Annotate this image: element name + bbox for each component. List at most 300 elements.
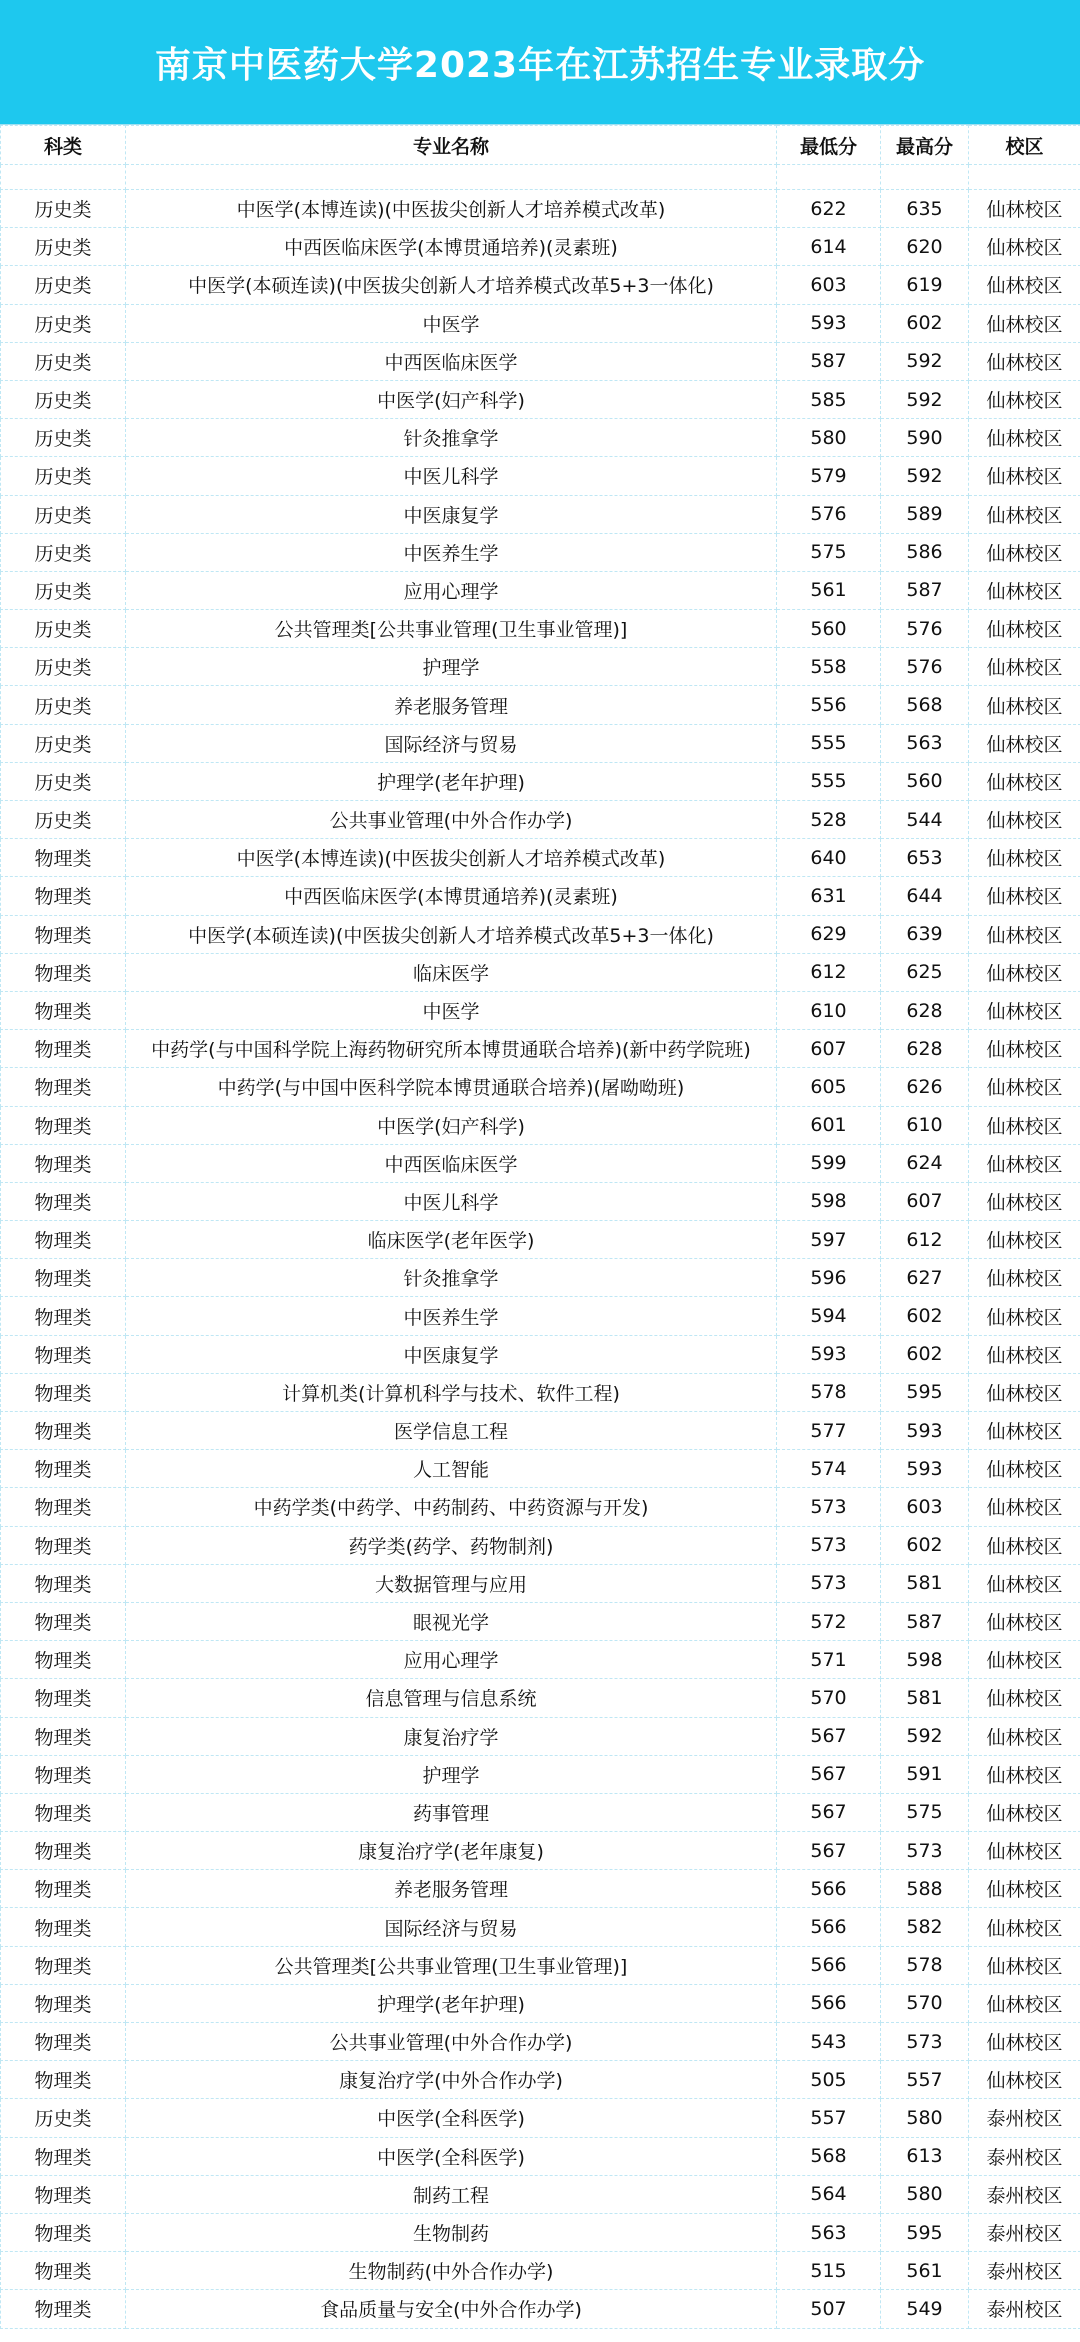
- table-row: [1, 1335, 1080, 1373]
- cell-max-score: 591: [881, 1755, 969, 1793]
- cell-major: 应用心理学: [126, 1641, 777, 1679]
- cell-max-score: 560: [881, 762, 969, 800]
- cell-major: 公共管理类[公共事业管理(卫生事业管理)]: [126, 610, 777, 648]
- table-row: [1, 380, 1080, 418]
- cell-max-score: 626: [881, 1068, 969, 1106]
- cell-campus: 仙林校区: [969, 380, 1080, 418]
- cell-min-score: 571: [777, 1641, 881, 1679]
- cell-campus: 仙林校区: [969, 1030, 1080, 1068]
- cell-major: 临床医学(老年医学): [126, 1221, 777, 1259]
- cell-min-score: 574: [777, 1450, 881, 1488]
- cell-category: 物理类: [1, 991, 126, 1029]
- cell-max-score: 627: [881, 1259, 969, 1297]
- cell-major: 眼视光学: [126, 1602, 777, 1640]
- cell-major: 药学类(药学、药物制剂): [126, 1526, 777, 1564]
- cell-campus: 仙林校区: [969, 877, 1080, 915]
- cell-category: 历史类: [1, 342, 126, 380]
- cell-max-score: 612: [881, 1221, 969, 1259]
- cell-max-score: 592: [881, 380, 969, 418]
- cell-category: 历史类: [1, 457, 126, 495]
- cell-category: 物理类: [1, 1412, 126, 1450]
- cell-min-score: 579: [777, 457, 881, 495]
- cell-campus: 仙林校区: [969, 571, 1080, 609]
- cell-major: 养老服务管理: [126, 1870, 777, 1908]
- spacer-cell: [126, 165, 777, 190]
- table-row: [1, 2099, 1080, 2137]
- table-row: [1, 2137, 1080, 2175]
- cell-category: 物理类: [1, 1373, 126, 1411]
- cell-category: 物理类: [1, 1526, 126, 1564]
- cell-major: 中医学: [126, 304, 777, 342]
- cell-max-score: 593: [881, 1412, 969, 1450]
- cell-category: 物理类: [1, 1755, 126, 1793]
- table-row: [1, 1450, 1080, 1488]
- cell-campus: 仙林校区: [969, 304, 1080, 342]
- cell-category: 历史类: [1, 533, 126, 571]
- cell-max-score: 582: [881, 1908, 969, 1946]
- table-row: [1, 1870, 1080, 1908]
- cell-min-score: 580: [777, 419, 881, 457]
- cell-max-score: 628: [881, 1030, 969, 1068]
- cell-max-score: 587: [881, 571, 969, 609]
- cell-category: 历史类: [1, 419, 126, 457]
- cell-min-score: 555: [777, 762, 881, 800]
- table-row: [1, 1717, 1080, 1755]
- cell-campus: 仙林校区: [969, 724, 1080, 762]
- cell-major: 人工智能: [126, 1450, 777, 1488]
- header-max-score: 最高分: [881, 126, 969, 165]
- cell-category: 物理类: [1, 1641, 126, 1679]
- cell-major: 中西医临床医学: [126, 342, 777, 380]
- cell-max-score: 575: [881, 1793, 969, 1831]
- cell-campus: 仙林校区: [969, 1526, 1080, 1564]
- table-row: [1, 571, 1080, 609]
- table-row: [1, 839, 1080, 877]
- cell-max-score: 593: [881, 1450, 969, 1488]
- cell-campus: 仙林校区: [969, 953, 1080, 991]
- cell-min-score: 629: [777, 915, 881, 953]
- cell-campus: 仙林校区: [969, 991, 1080, 1029]
- cell-min-score: 612: [777, 953, 881, 991]
- cell-min-score: 563: [777, 2213, 881, 2251]
- cell-category: 历史类: [1, 610, 126, 648]
- cell-min-score: 597: [777, 1221, 881, 1259]
- cell-max-score: 589: [881, 495, 969, 533]
- cell-campus: 仙林校区: [969, 1259, 1080, 1297]
- cell-major: 制药工程: [126, 2175, 777, 2213]
- cell-category: 历史类: [1, 2099, 126, 2137]
- cell-major: 中医学(妇产科学): [126, 1106, 777, 1144]
- cell-campus: 泰州校区: [969, 2213, 1080, 2251]
- cell-min-score: 640: [777, 839, 881, 877]
- cell-min-score: 543: [777, 2023, 881, 2061]
- cell-major: 中医儿科学: [126, 1182, 777, 1220]
- cell-campus: 仙林校区: [969, 1373, 1080, 1411]
- cell-min-score: 605: [777, 1068, 881, 1106]
- cell-min-score: 601: [777, 1106, 881, 1144]
- cell-category: 物理类: [1, 953, 126, 991]
- spacer-row: [1, 165, 1080, 190]
- cell-min-score: 568: [777, 2137, 881, 2175]
- page-title: 南京中医药大学2023年在江苏招生专业录取分: [154, 44, 926, 86]
- cell-max-score: 635: [881, 190, 969, 228]
- cell-max-score: 573: [881, 2023, 969, 2061]
- cell-min-score: 566: [777, 1870, 881, 1908]
- cell-max-score: 592: [881, 457, 969, 495]
- cell-major: 国际经济与贸易: [126, 1908, 777, 1946]
- spacer-cell: [777, 165, 881, 190]
- table-row: [1, 1602, 1080, 1640]
- cell-major: 针灸推拿学: [126, 1259, 777, 1297]
- cell-min-score: 567: [777, 1755, 881, 1793]
- table-row: [1, 724, 1080, 762]
- cell-min-score: 587: [777, 342, 881, 380]
- table-row: [1, 1946, 1080, 1984]
- cell-major: 食品质量与安全(中外合作办学): [126, 2290, 777, 2328]
- cell-min-score: 566: [777, 1984, 881, 2022]
- cell-category: 物理类: [1, 1182, 126, 1220]
- cell-major: 中药学(与中国中医科学院本博贯通联合培养)(屠呦呦班): [126, 1068, 777, 1106]
- cell-min-score: 593: [777, 1335, 881, 1373]
- cell-major: 护理学: [126, 648, 777, 686]
- table-row: [1, 953, 1080, 991]
- cell-category: 历史类: [1, 686, 126, 724]
- cell-campus: 仙林校区: [969, 1717, 1080, 1755]
- table-row: [1, 1793, 1080, 1831]
- cell-category: 物理类: [1, 915, 126, 953]
- cell-major: 应用心理学: [126, 571, 777, 609]
- cell-category: 物理类: [1, 2252, 126, 2290]
- cell-category: 物理类: [1, 1679, 126, 1717]
- cell-major: 中医学(妇产科学): [126, 380, 777, 418]
- cell-campus: 仙林校区: [969, 1870, 1080, 1908]
- table-row: [1, 1221, 1080, 1259]
- cell-campus: 仙林校区: [969, 1488, 1080, 1526]
- cell-min-score: 560: [777, 610, 881, 648]
- cell-max-score: 624: [881, 1144, 969, 1182]
- cell-category: 物理类: [1, 1717, 126, 1755]
- cell-min-score: 594: [777, 1297, 881, 1335]
- header-campus: 校区: [969, 126, 1080, 165]
- cell-max-score: 544: [881, 801, 969, 839]
- cell-category: 物理类: [1, 2213, 126, 2251]
- cell-campus: 仙林校区: [969, 1297, 1080, 1335]
- cell-min-score: 556: [777, 686, 881, 724]
- cell-campus: 仙林校区: [969, 266, 1080, 304]
- cell-major: 医学信息工程: [126, 1412, 777, 1450]
- title-banner: [0, 0, 1080, 125]
- table-row: [1, 1068, 1080, 1106]
- cell-category: 物理类: [1, 2175, 126, 2213]
- cell-campus: 泰州校区: [969, 2175, 1080, 2213]
- cell-major: 中医学(本博连读)(中医拔尖创新人才培养模式改革): [126, 190, 777, 228]
- cell-category: 物理类: [1, 1068, 126, 1106]
- cell-category: 物理类: [1, 1602, 126, 1640]
- cell-campus: 泰州校区: [969, 2252, 1080, 2290]
- cell-campus: 仙林校区: [969, 1450, 1080, 1488]
- table-row: [1, 495, 1080, 533]
- cell-major: 公共管理类[公共事业管理(卫生事业管理)]: [126, 1946, 777, 1984]
- cell-campus: 仙林校区: [969, 457, 1080, 495]
- table-row: [1, 419, 1080, 457]
- cell-campus: 仙林校区: [969, 1602, 1080, 1640]
- cell-category: 物理类: [1, 1144, 126, 1182]
- cell-min-score: 557: [777, 2099, 881, 2137]
- table-row: [1, 762, 1080, 800]
- cell-max-score: 588: [881, 1870, 969, 1908]
- table-row: [1, 1679, 1080, 1717]
- cell-major: 生物制药(中外合作办学): [126, 2252, 777, 2290]
- cell-major: 中医康复学: [126, 1335, 777, 1373]
- cell-campus: 仙林校区: [969, 610, 1080, 648]
- cell-major: 中医儿科学: [126, 457, 777, 495]
- cell-max-score: 586: [881, 533, 969, 571]
- cell-max-score: 570: [881, 1984, 969, 2022]
- table-row: [1, 2061, 1080, 2099]
- table-row: [1, 1373, 1080, 1411]
- cell-min-score: 573: [777, 1526, 881, 1564]
- cell-major: 中药学类(中药学、中药制药、中药资源与开发): [126, 1488, 777, 1526]
- cell-major: 计算机类(计算机科学与技术、软件工程): [126, 1373, 777, 1411]
- table-row: [1, 1182, 1080, 1220]
- cell-major: 中医养生学: [126, 533, 777, 571]
- table-row: [1, 991, 1080, 1029]
- table-row: [1, 2213, 1080, 2251]
- cell-major: 中医养生学: [126, 1297, 777, 1335]
- cell-major: 公共事业管理(中外合作办学): [126, 2023, 777, 2061]
- cell-major: 中医学(全科医学): [126, 2099, 777, 2137]
- cell-campus: 泰州校区: [969, 2290, 1080, 2328]
- cell-category: 历史类: [1, 380, 126, 418]
- spacer-cell: [1, 165, 126, 190]
- cell-min-score: 566: [777, 1908, 881, 1946]
- header-min-score: 最低分: [777, 126, 881, 165]
- cell-campus: 仙林校区: [969, 1106, 1080, 1144]
- cell-category: 历史类: [1, 801, 126, 839]
- cell-min-score: 610: [777, 991, 881, 1029]
- table-row: [1, 1030, 1080, 1068]
- cell-category: 物理类: [1, 1297, 126, 1335]
- cell-campus: 仙林校区: [969, 839, 1080, 877]
- cell-campus: 仙林校区: [969, 686, 1080, 724]
- table-row: [1, 1297, 1080, 1335]
- cell-category: 物理类: [1, 1946, 126, 1984]
- cell-min-score: 631: [777, 877, 881, 915]
- cell-major: 护理学(老年护理): [126, 762, 777, 800]
- cell-max-score: 603: [881, 1488, 969, 1526]
- table-row: [1, 1259, 1080, 1297]
- cell-major: 大数据管理与应用: [126, 1564, 777, 1602]
- cell-category: 物理类: [1, 877, 126, 915]
- table-row: [1, 266, 1080, 304]
- cell-category: 物理类: [1, 1908, 126, 1946]
- cell-campus: 仙林校区: [969, 648, 1080, 686]
- cell-max-score: 587: [881, 1602, 969, 1640]
- cell-campus: 仙林校区: [969, 419, 1080, 457]
- cell-category: 历史类: [1, 266, 126, 304]
- cell-major: 康复治疗学(中外合作办学): [126, 2061, 777, 2099]
- cell-max-score: 580: [881, 2099, 969, 2137]
- cell-campus: 仙林校区: [969, 1221, 1080, 1259]
- spacer-cell: [969, 165, 1080, 190]
- cell-category: 物理类: [1, 1259, 126, 1297]
- cell-category: 历史类: [1, 571, 126, 609]
- cell-major: 国际经济与贸易: [126, 724, 777, 762]
- cell-major: 中药学(与中国科学院上海药物研究所本博贯通联合培养)(新中药学院班): [126, 1030, 777, 1068]
- cell-min-score: 585: [777, 380, 881, 418]
- cell-min-score: 558: [777, 648, 881, 686]
- cell-campus: 仙林校区: [969, 1641, 1080, 1679]
- cell-category: 历史类: [1, 190, 126, 228]
- cell-max-score: 576: [881, 610, 969, 648]
- table-row: [1, 648, 1080, 686]
- cell-major: 养老服务管理: [126, 686, 777, 724]
- cell-major: 中医学(本硕连读)(中医拔尖创新人才培养模式改革5+3一体化): [126, 915, 777, 953]
- cell-min-score: 575: [777, 533, 881, 571]
- cell-category: 物理类: [1, 1106, 126, 1144]
- cell-min-score: 564: [777, 2175, 881, 2213]
- cell-min-score: 603: [777, 266, 881, 304]
- cell-max-score: 578: [881, 1946, 969, 1984]
- cell-major: 中医学(全科医学): [126, 2137, 777, 2175]
- cell-major: 康复治疗学(老年康复): [126, 1832, 777, 1870]
- cell-category: 物理类: [1, 1870, 126, 1908]
- table-row: [1, 610, 1080, 648]
- cell-min-score: 505: [777, 2061, 881, 2099]
- cell-category: 物理类: [1, 1335, 126, 1373]
- cell-major: 护理学(老年护理): [126, 1984, 777, 2022]
- admission-score-table: [0, 125, 1080, 2329]
- cell-campus: 仙林校区: [969, 2023, 1080, 2061]
- cell-min-score: 596: [777, 1259, 881, 1297]
- cell-major: 中医学(本博连读)(中医拔尖创新人才培养模式改革): [126, 839, 777, 877]
- cell-max-score: 625: [881, 953, 969, 991]
- table-row: [1, 1488, 1080, 1526]
- cell-max-score: 598: [881, 1641, 969, 1679]
- cell-min-score: 573: [777, 1564, 881, 1602]
- cell-max-score: 628: [881, 991, 969, 1029]
- spacer-cell: [881, 165, 969, 190]
- cell-campus: 仙林校区: [969, 2061, 1080, 2099]
- cell-category: 物理类: [1, 1450, 126, 1488]
- cell-min-score: 528: [777, 801, 881, 839]
- cell-major: 中西医临床医学: [126, 1144, 777, 1182]
- table-row: [1, 190, 1080, 228]
- table-row: [1, 1984, 1080, 2022]
- cell-max-score: 602: [881, 304, 969, 342]
- cell-max-score: 602: [881, 1297, 969, 1335]
- table-row: [1, 1755, 1080, 1793]
- cell-max-score: 619: [881, 266, 969, 304]
- cell-category: 物理类: [1, 2137, 126, 2175]
- header-category: 科类: [1, 126, 126, 165]
- cell-max-score: 607: [881, 1182, 969, 1220]
- cell-max-score: 602: [881, 1335, 969, 1373]
- cell-campus: 仙林校区: [969, 1984, 1080, 2022]
- cell-campus: 仙林校区: [969, 190, 1080, 228]
- cell-max-score: 595: [881, 1373, 969, 1411]
- cell-campus: 仙林校区: [969, 1946, 1080, 1984]
- cell-min-score: 567: [777, 1832, 881, 1870]
- table-row: [1, 1564, 1080, 1602]
- cell-min-score: 599: [777, 1144, 881, 1182]
- cell-campus: 仙林校区: [969, 762, 1080, 800]
- cell-max-score: 557: [881, 2061, 969, 2099]
- table-row: [1, 915, 1080, 953]
- cell-max-score: 639: [881, 915, 969, 953]
- cell-min-score: 570: [777, 1679, 881, 1717]
- cell-category: 物理类: [1, 1984, 126, 2022]
- cell-max-score: 581: [881, 1679, 969, 1717]
- cell-major: 中医学(本硕连读)(中医拔尖创新人才培养模式改革5+3一体化): [126, 266, 777, 304]
- table-row: [1, 1106, 1080, 1144]
- cell-campus: 仙林校区: [969, 1755, 1080, 1793]
- cell-category: 物理类: [1, 1488, 126, 1526]
- cell-major: 中医康复学: [126, 495, 777, 533]
- cell-campus: 仙林校区: [969, 915, 1080, 953]
- cell-max-score: 595: [881, 2213, 969, 2251]
- cell-major: 中西医临床医学(本博贯通培养)(灵素班): [126, 228, 777, 266]
- cell-campus: 仙林校区: [969, 1412, 1080, 1450]
- cell-min-score: 567: [777, 1717, 881, 1755]
- header-row: [1, 126, 1080, 165]
- cell-campus: 仙林校区: [969, 1832, 1080, 1870]
- cell-min-score: 607: [777, 1030, 881, 1068]
- cell-category: 物理类: [1, 1221, 126, 1259]
- cell-max-score: 602: [881, 1526, 969, 1564]
- cell-category: 物理类: [1, 1832, 126, 1870]
- cell-category: 历史类: [1, 724, 126, 762]
- cell-category: 物理类: [1, 2290, 126, 2328]
- cell-category: 历史类: [1, 762, 126, 800]
- cell-category: 历史类: [1, 495, 126, 533]
- cell-campus: 仙林校区: [969, 1679, 1080, 1717]
- cell-major: 针灸推拿学: [126, 419, 777, 457]
- cell-max-score: 644: [881, 877, 969, 915]
- table-body: [1, 165, 1080, 2329]
- cell-min-score: 573: [777, 1488, 881, 1526]
- cell-min-score: 566: [777, 1946, 881, 1984]
- cell-category: 物理类: [1, 2023, 126, 2061]
- cell-campus: 仙林校区: [969, 533, 1080, 571]
- cell-campus: 仙林校区: [969, 1182, 1080, 1220]
- cell-min-score: 622: [777, 190, 881, 228]
- table-row: [1, 1641, 1080, 1679]
- cell-max-score: 568: [881, 686, 969, 724]
- cell-category: 物理类: [1, 1793, 126, 1831]
- cell-min-score: 515: [777, 2252, 881, 2290]
- table-row: [1, 2252, 1080, 2290]
- cell-max-score: 592: [881, 342, 969, 380]
- cell-max-score: 592: [881, 1717, 969, 1755]
- cell-campus: 仙林校区: [969, 1793, 1080, 1831]
- cell-campus: 仙林校区: [969, 1564, 1080, 1602]
- cell-max-score: 561: [881, 2252, 969, 2290]
- cell-campus: 仙林校区: [969, 342, 1080, 380]
- cell-min-score: 614: [777, 228, 881, 266]
- cell-category: 物理类: [1, 1564, 126, 1602]
- cell-major: 康复治疗学: [126, 1717, 777, 1755]
- cell-min-score: 507: [777, 2290, 881, 2328]
- cell-campus: 仙林校区: [969, 1144, 1080, 1182]
- cell-major: 药事管理: [126, 1793, 777, 1831]
- table-row: [1, 1526, 1080, 1564]
- cell-major: 生物制药: [126, 2213, 777, 2251]
- cell-category: 物理类: [1, 1030, 126, 1068]
- table-row: [1, 1144, 1080, 1182]
- cell-max-score: 620: [881, 228, 969, 266]
- cell-major: 中医学: [126, 991, 777, 1029]
